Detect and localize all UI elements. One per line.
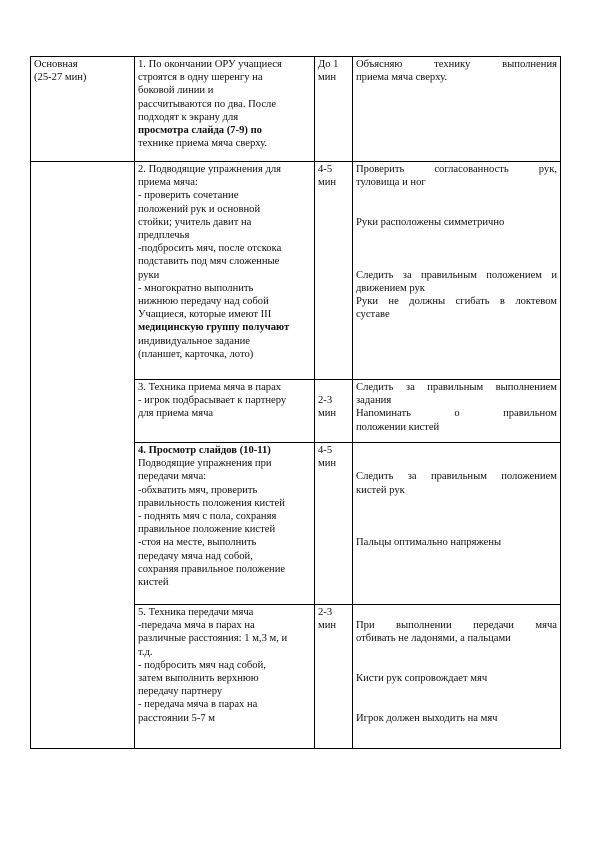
content-line: правильность положения кистей: [138, 497, 285, 509]
content-line: (планшет, карточка, лото): [138, 348, 254, 360]
table-row: [31, 380, 561, 443]
content-line: просмотра слайда (7-9) по: [138, 125, 262, 137]
content-line: Подводящие упражнения при: [138, 458, 272, 470]
content-line: рассчитываются по два. После: [138, 98, 277, 110]
stage-cell-empty: [31, 605, 135, 749]
note-line: туловища и ног: [356, 177, 426, 189]
spacer: [356, 255, 557, 268]
note-line: Руки расположены симметрично: [356, 216, 505, 228]
note-line: Игрок должен выходить на мяч: [356, 712, 498, 724]
content-line: - проверить сочетание: [138, 190, 239, 202]
time-value: До 1: [318, 59, 339, 70]
note-line: Объясняю технику выполнения: [356, 59, 557, 70]
note-line: приема мяча сверху.: [356, 72, 447, 84]
content-line: нижнюю передачу над собой: [138, 296, 269, 308]
content-line: руки: [138, 269, 160, 281]
note-line: задания: [356, 395, 392, 407]
time-unit: мин: [318, 458, 337, 470]
content-line: -обхватить мяч, проверить: [138, 484, 258, 496]
notes-cell: [353, 57, 561, 162]
time-cell: [315, 162, 353, 380]
stage-cell-empty: [31, 162, 135, 380]
content-cell: [135, 443, 315, 605]
stage-name: Основная: [34, 59, 78, 70]
content-line: - подбросить мяч над собой,: [138, 659, 266, 671]
spacer: [356, 685, 557, 698]
time-value: 2-3: [318, 395, 333, 407]
spacer: [356, 242, 557, 255]
note-line: Проверить согласованность рук,: [356, 164, 557, 175]
content-line: 4. Просмотр слайдов (10-11): [138, 445, 271, 456]
note-line: положении кистей: [356, 421, 440, 433]
spacer: [356, 646, 557, 659]
spacer: [356, 659, 557, 672]
content-line: - многократно выполнить: [138, 282, 254, 294]
spacer: [356, 229, 557, 242]
content-line: приема мяча:: [138, 177, 198, 189]
lesson-plan-table: [30, 56, 561, 749]
content-line: т.д.: [138, 646, 153, 658]
content-line: передачу партнеру: [138, 686, 223, 698]
note-line: суставе: [356, 309, 390, 321]
content-line: -подбросить мяч, после отскока: [138, 243, 282, 255]
content-line: -стоя на месте, выполнить: [138, 537, 257, 549]
stage-cell-empty: [31, 443, 135, 605]
content-line: индивидуальное задание: [138, 335, 250, 347]
table-row: [31, 162, 561, 380]
time-value: 4-5: [318, 445, 333, 456]
content-cell: [135, 57, 315, 162]
note-line: Напоминать о правильном: [356, 408, 557, 420]
notes-cell: [353, 605, 561, 749]
note-line: движением рук: [356, 282, 425, 294]
content-line: технике приема мяча сверху.: [138, 138, 268, 150]
content-cell: [135, 605, 315, 749]
content-line: расстоянии 5-7 м: [138, 712, 215, 724]
spacer: [356, 189, 557, 202]
content-line: боковой линии и: [138, 85, 214, 97]
table-row: [31, 605, 561, 749]
content-line: сохраняя правильное положение: [138, 563, 286, 575]
content-line: - игрок подбрасывает к партнеру: [138, 395, 287, 407]
content-line: стойки; учитель давит на: [138, 216, 252, 228]
note-line: Следить за правильным положением: [356, 471, 557, 483]
note-line: Руки не должны сгибать в локтевом: [356, 295, 557, 307]
content-line: Учащиеся, которые имеют III: [138, 309, 272, 321]
spacer: [356, 203, 557, 216]
content-line: - поднять мяч с пола, сохраняя: [138, 511, 277, 523]
content-line: различные расстояния: 1 м,3 м, и: [138, 633, 288, 645]
note-line: Кисти рук сопровождает мяч: [356, 672, 488, 684]
table-row: [31, 57, 561, 162]
note-line: кистей рук: [356, 484, 405, 496]
note-line: отбивать не ладонями, а пальцами: [356, 633, 511, 645]
content-line: - передача мяча в парах на: [138, 699, 258, 711]
spacer: [356, 510, 557, 523]
notes-cell: [353, 443, 561, 605]
time-cell: [315, 443, 353, 605]
time-unit: мин: [318, 72, 337, 84]
content-cell: [135, 162, 315, 380]
spacer: [356, 606, 557, 619]
content-line: предплечья: [138, 230, 190, 242]
time-cell: [315, 605, 353, 749]
spacer: [356, 698, 557, 711]
time-unit: мин: [318, 177, 337, 189]
content-line: подставить под мяч сложенные: [138, 256, 280, 268]
content-cell: [135, 380, 315, 443]
spacer: [318, 381, 349, 394]
content-line: затем выполнить верхнюю: [138, 673, 259, 685]
notes-cell: [353, 380, 561, 443]
content-line: передачи мяча:: [138, 471, 207, 483]
note-line: Пальцы оптимально напряжены: [356, 537, 502, 549]
content-line: подходят к экрану для: [138, 111, 239, 123]
content-line: кистей: [138, 577, 169, 589]
content-line: передачу мяча над собой,: [138, 550, 253, 562]
content-line: строятся в одну шеренгу на: [138, 72, 263, 84]
stage-cell-empty: [31, 380, 135, 443]
spacer: [356, 497, 557, 510]
content-line: 1. По окончании ОРУ учащиеся: [138, 59, 282, 70]
content-line: -передача мяча в парах на: [138, 620, 255, 632]
notes-cell: [353, 162, 561, 380]
note-line: При выполнении передачи мяча: [356, 620, 557, 632]
content-line: 2. Подводящие упражнения для: [138, 164, 282, 175]
note-line: Следить за правильным положением и: [356, 269, 557, 281]
content-line: 3. Техника приема мяча в парах: [138, 382, 282, 393]
time-unit: мин: [318, 408, 337, 420]
spacer: [356, 444, 557, 457]
stage-cell: [31, 57, 135, 162]
time-value: 4-5: [318, 164, 333, 175]
content-line: положений рук и основной: [138, 203, 261, 215]
content-line: медицинскую группу получают: [138, 322, 290, 334]
time-unit: мин: [318, 620, 337, 632]
stage-duration: (25-27 мин): [34, 72, 87, 84]
time-cell: [315, 57, 353, 162]
table-row: [31, 443, 561, 605]
spacer: [356, 523, 557, 536]
content-line: для приема мяча: [138, 408, 214, 420]
spacer: [356, 457, 557, 470]
time-cell: [315, 380, 353, 443]
time-value: 2-3: [318, 607, 333, 618]
content-line: 5. Техника передачи мяча: [138, 607, 254, 618]
note-line: Следить за правильным выполнением: [356, 382, 557, 393]
content-line: правильное положение кистей: [138, 524, 276, 536]
